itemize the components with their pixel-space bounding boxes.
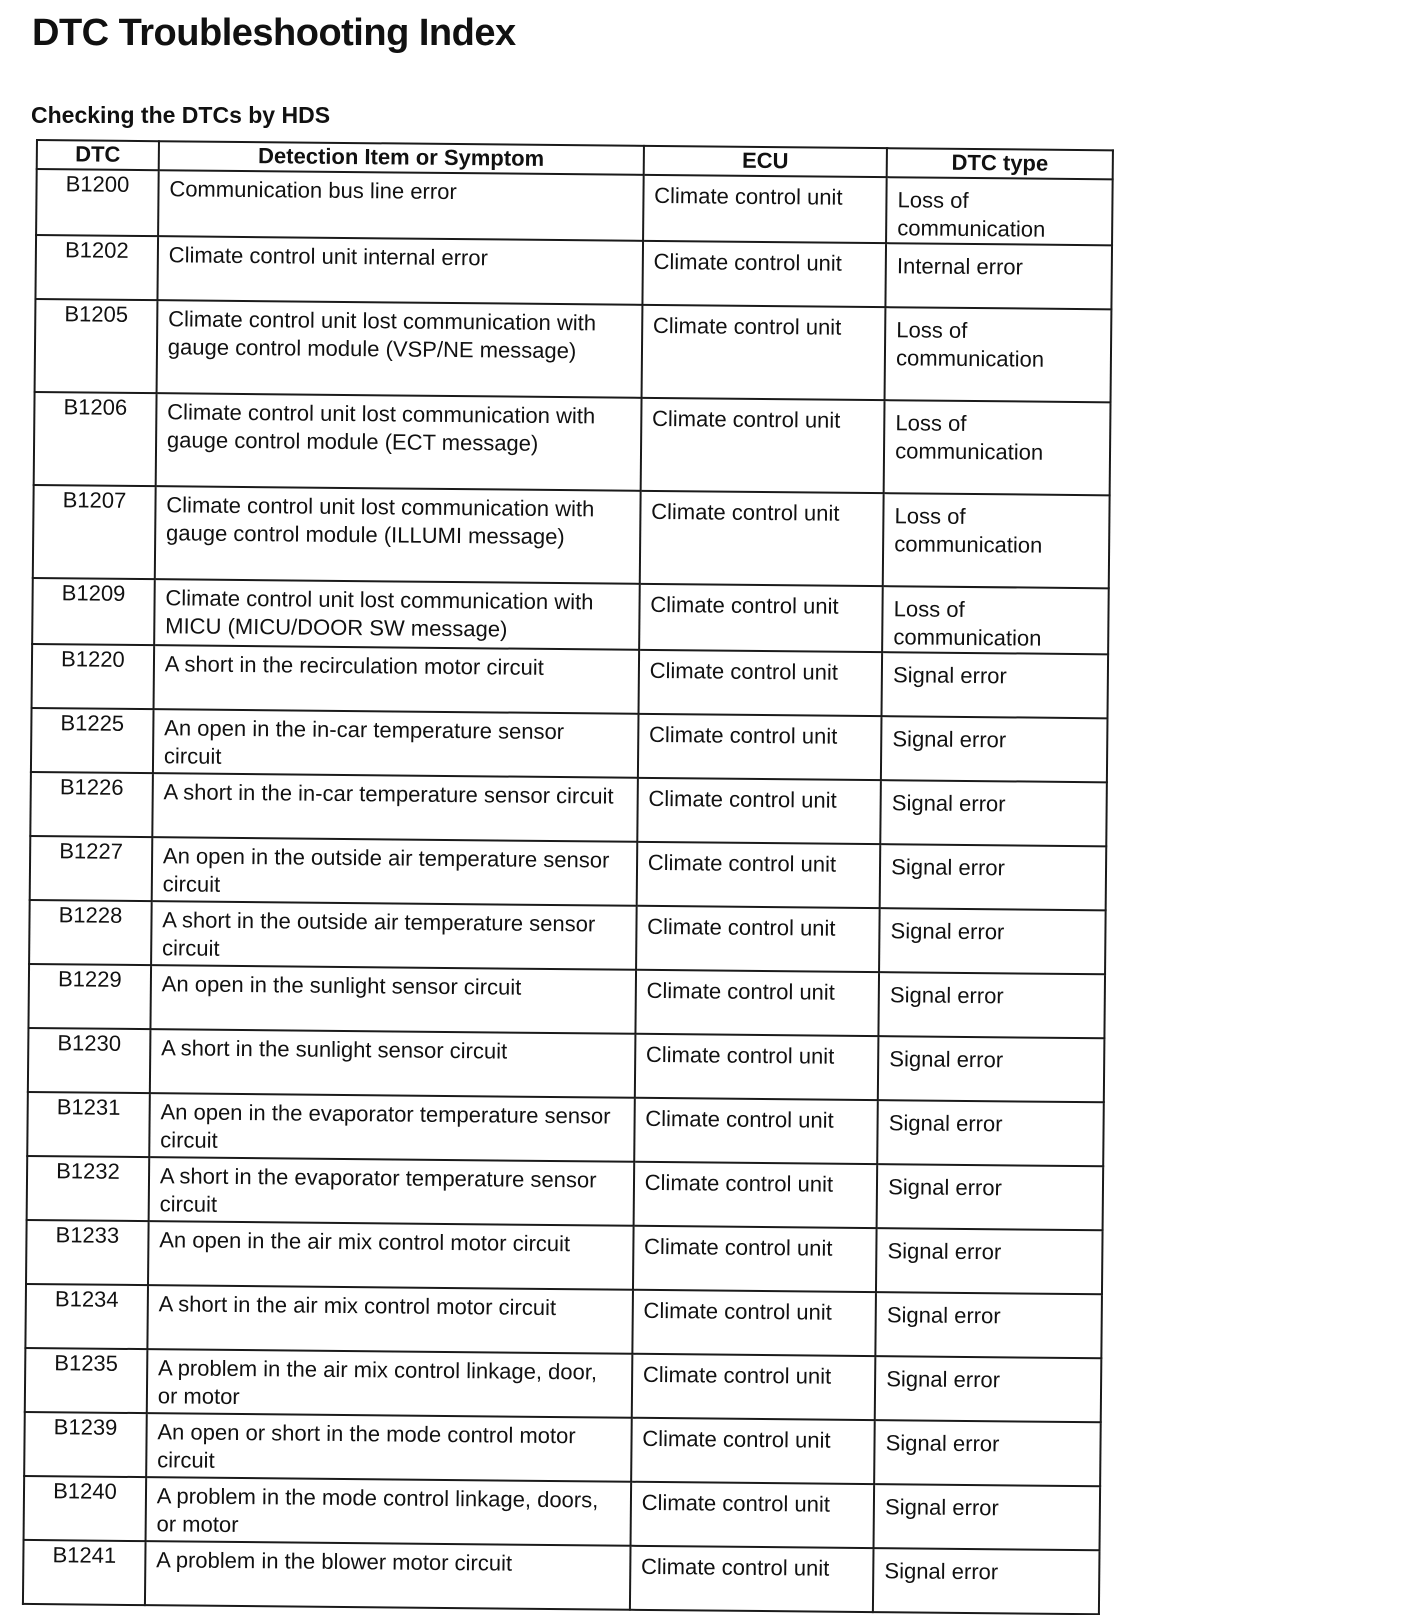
dtc-type-text: Signal error (875, 1356, 1101, 1422)
dtc-type-text: Signal error (877, 1164, 1103, 1230)
symptom-text: Climate control unit lost communication with gauge control module (ILLUMI message) (155, 486, 641, 584)
table-row (31, 708, 1108, 782)
symptom-text: An open in the evaporator temperature sensor circuit (149, 1093, 634, 1162)
ecu-text: Climate control unit (636, 842, 880, 908)
ecu-text: Climate control unit (630, 1482, 874, 1548)
table-row (30, 772, 1107, 846)
dtc-code: B1240 (24, 1476, 146, 1541)
table-row (36, 169, 1113, 245)
header-ecu: ECU (643, 146, 887, 177)
dtc-type-text: Signal error (879, 908, 1105, 974)
ecu-text: Climate control unit (642, 241, 886, 307)
ecu-text: Climate control unit (641, 305, 885, 400)
dtc-code: B1231 (27, 1092, 149, 1157)
dtc-code: B1202 (35, 235, 157, 300)
dtc-code: B1225 (31, 708, 153, 773)
header-symptom: Detection Item or Symptom (159, 141, 644, 175)
dtc-type-text: Signal error (878, 1036, 1104, 1102)
symptom-text: An open in the air mix control motor circuit (148, 1221, 633, 1290)
dtc-table (22, 139, 1114, 1615)
table-row (28, 964, 1105, 1038)
dtc-type-text: Loss of communication (883, 493, 1110, 588)
ecu-text: Climate control unit (631, 1418, 875, 1484)
dtc-code: B1207 (33, 485, 156, 579)
symptom-text: A short in the outside air temperature sensor circuit (151, 901, 636, 970)
dtc-type-text: Loss of communication (886, 177, 1112, 245)
ecu-text: Climate control unit (635, 970, 879, 1036)
header-dtc-type: DTC type (887, 148, 1113, 179)
table-row (30, 836, 1107, 910)
dtc-code: B1230 (28, 1028, 150, 1093)
symptom-text: A short in the sunlight sensor circuit (150, 1029, 635, 1098)
dtc-code: B1233 (26, 1220, 148, 1285)
ecu-text: Climate control unit (635, 1034, 879, 1100)
symptom-text: A problem in the blower motor circuit (145, 1541, 630, 1610)
table-row (33, 485, 1110, 588)
dtc-type-text: Signal error (880, 844, 1106, 910)
table-row (32, 578, 1109, 654)
ecu-text: Climate control unit (632, 1290, 876, 1356)
table-row (24, 1476, 1101, 1550)
symptom-text: A short in the in-car temperature sensor circuit (152, 773, 637, 842)
ecu-text: Climate control unit (636, 906, 880, 972)
symptom-text: A problem in the air mix control linkage, door, or motor (147, 1349, 632, 1418)
symptom-text: An open or short in the mode control motor circuit (146, 1413, 631, 1482)
ecu-text: Climate control unit (633, 1162, 877, 1228)
ecu-text: Climate control unit (639, 584, 883, 652)
table-row (35, 299, 1112, 402)
ecu-text: Climate control unit (638, 714, 882, 780)
symptom-text: A short in the recirculation motor circuit (153, 645, 638, 714)
dtc-type-text: Internal error (886, 243, 1112, 309)
table-row (27, 1156, 1104, 1230)
ecu-text: Climate control unit (638, 650, 882, 716)
dtc-code: B1232 (27, 1156, 149, 1221)
symptom-text: A short in the evaporator temperature sensor circuit (148, 1157, 633, 1226)
table-row (32, 644, 1109, 718)
page-title: DTC Troubleshooting Index (32, 12, 516, 54)
ecu-text: Climate control unit (640, 398, 884, 493)
table-row (34, 392, 1111, 495)
table-row (24, 1412, 1101, 1486)
symptom-text: Communication bus line error (158, 170, 643, 241)
table-row (28, 1028, 1105, 1102)
dtc-type-text: Signal error (879, 972, 1105, 1038)
dtc-code: B1241 (23, 1540, 145, 1605)
symptom-text: Climate control unit lost communication with MICU (MICU/DOOR SW message) (154, 579, 639, 650)
dtc-code: B1227 (30, 836, 152, 901)
dtc-code: B1239 (24, 1412, 146, 1477)
dtc-type-text: Signal error (876, 1228, 1102, 1294)
dtc-type-text: Loss of communication (882, 586, 1108, 654)
table-row (25, 1348, 1102, 1422)
dtc-type-text: Loss of communication (885, 307, 1112, 402)
section-title: Checking the DTCs by HDS (31, 102, 331, 128)
dtc-type-text: Signal error (881, 716, 1107, 782)
table-row (29, 900, 1106, 974)
ecu-text: Climate control unit (631, 1354, 875, 1420)
dtc-code: B1228 (29, 900, 151, 965)
ecu-text: Climate control unit (633, 1226, 877, 1292)
dtc-type-text: Signal error (874, 1420, 1100, 1486)
dtc-type-text: Signal error (873, 1548, 1099, 1614)
ecu-text: Climate control unit (634, 1098, 878, 1164)
dtc-code: B1206 (34, 392, 157, 486)
dtc-type-text: Signal error (876, 1292, 1102, 1358)
table-row (25, 1284, 1102, 1358)
table-row (35, 235, 1112, 309)
symptom-text: An open in the in-car temperature sensor circuit (153, 709, 638, 778)
dtc-code: B1226 (30, 772, 152, 837)
dtc-code: B1205 (35, 299, 158, 393)
dtc-type-text: Signal error (882, 652, 1108, 718)
table-row (26, 1220, 1103, 1294)
dtc-code: B1235 (25, 1348, 147, 1413)
dtc-code: B1220 (32, 644, 154, 709)
dtc-code: B1200 (36, 169, 158, 236)
dtc-type-text: Loss of communication (884, 400, 1111, 495)
dtc-type-text: Signal error (880, 780, 1106, 846)
symptom-text: A short in the air mix control motor circuit (147, 1285, 632, 1354)
ecu-text: Climate control unit (630, 1546, 874, 1612)
dtc-code: B1209 (32, 578, 154, 645)
symptom-text: A problem in the mode control linkage, doors, or motor (145, 1477, 630, 1546)
dtc-type-text: Signal error (874, 1484, 1100, 1550)
ecu-text: Climate control unit (637, 778, 881, 844)
dtc-code: B1234 (25, 1284, 147, 1349)
symptom-text: An open in the sunlight sensor circuit (150, 965, 635, 1034)
ecu-text: Climate control unit (639, 491, 883, 586)
dtc-code: B1229 (28, 964, 150, 1029)
header-dtc: DTC (37, 140, 159, 170)
table-row (23, 1540, 1100, 1614)
ecu-text: Climate control unit (643, 175, 887, 243)
symptom-text: An open in the outside air temperature sensor circuit (152, 837, 637, 906)
dtc-type-text: Signal error (877, 1100, 1103, 1166)
symptom-text: Climate control unit lost communication with gauge control module (VSP/NE message) (156, 300, 642, 398)
symptom-text: Climate control unit internal error (157, 236, 642, 305)
table-row (27, 1092, 1104, 1166)
table-body (23, 169, 1113, 1614)
symptom-text: Climate control unit lost communication with gauge control module (ECT message) (156, 393, 642, 491)
